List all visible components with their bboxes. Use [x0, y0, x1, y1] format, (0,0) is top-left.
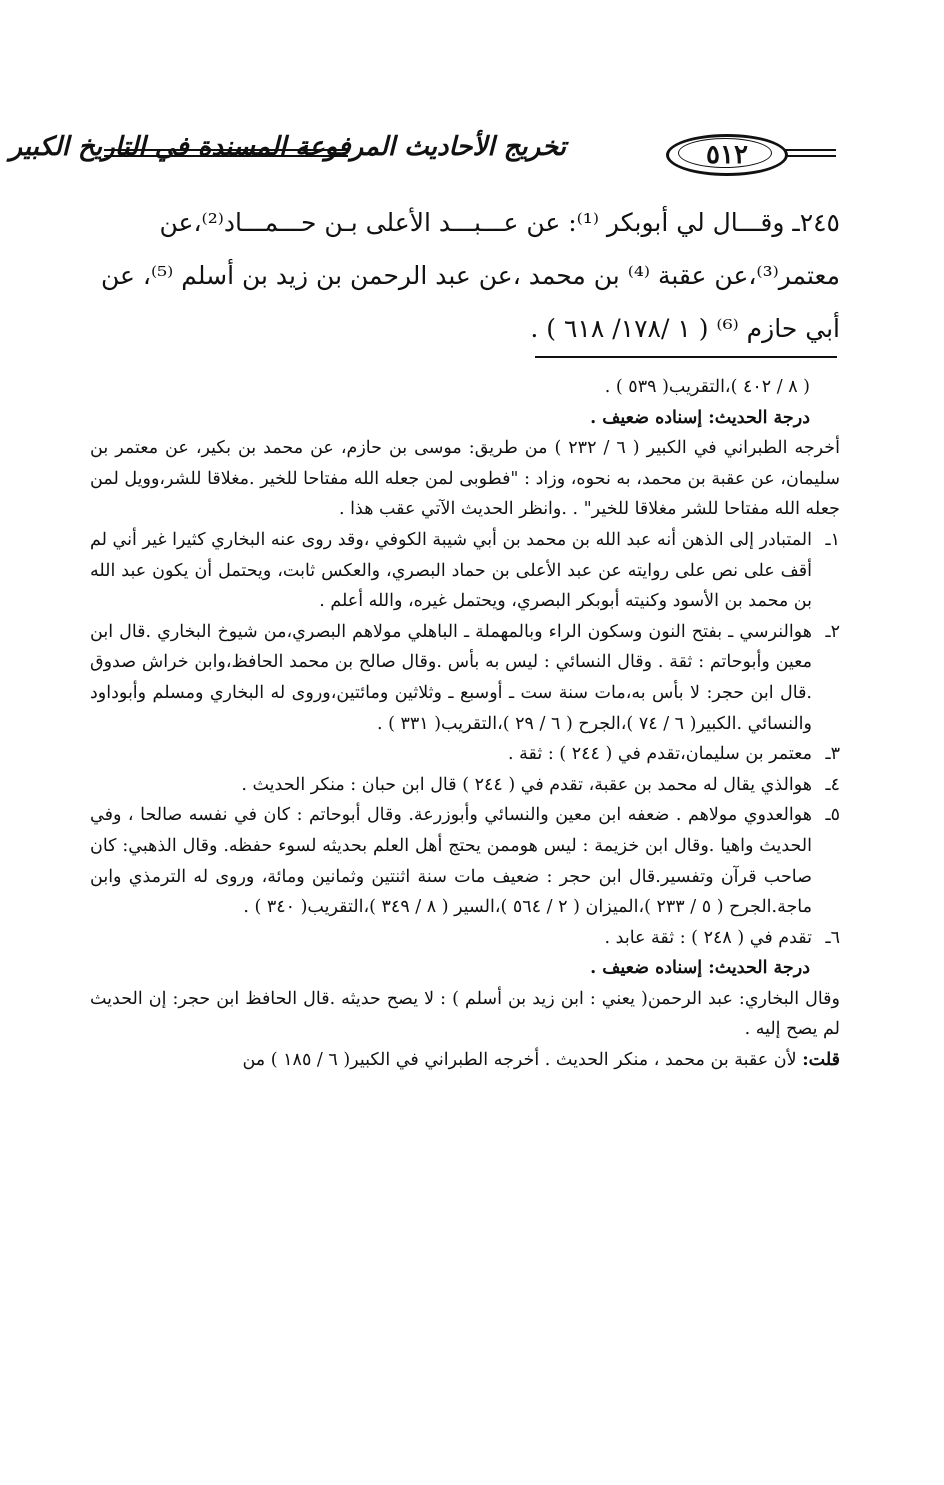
- qultu-text: لأن عقبة بن محمد ، منكر الحديث . أخرجه الطبراني في الكبير( ٦ / ١٨٥ ) من: [242, 1050, 797, 1071]
- note-carryover: ( ٨ / ٤٠٢ )،التقريب( ٥٣٩ ) .: [604, 377, 810, 397]
- note-bukhari: وقال البخاري: عبد الرحمن( يعني : ابن زيد بن أسلم ) : لا يصح حديثه .قال الحافظ ابن حجر: إن الحديث لم يصح إليه .: [90, 988, 840, 1040]
- footnote-1: [90, 525, 840, 617]
- footnote-3: [90, 739, 840, 770]
- hadith-line: معتمر⁽³⁾،عن عقبة ⁽⁴⁾ بن محمد ،عن عبد الرحمن بن زيد بن أسلم ⁽⁵⁾، عن: [101, 261, 840, 290]
- footnote-text: معتمر بن سليمان،تقدم في ( ٢٤٤ ) : ثقة .: [508, 744, 812, 765]
- page-number-inner-ring: [678, 138, 772, 168]
- note-qultu: [90, 1045, 840, 1076]
- footnote-number: ١ـ: [825, 529, 840, 550]
- footnote-number: ٣ـ: [825, 744, 840, 765]
- footnote-text: تقدم في ( ٢٤٨ ) : ثقة عابد .: [604, 927, 812, 948]
- running-header: [9, 128, 836, 184]
- qultu-label: قلت:: [802, 1050, 840, 1071]
- footnote-text: هوالنرسي ـ بفتح النون وسكون الراء وبالمهملة ـ الباهلي مولاهم البصري،من شيوخ البخاري .قال ابن معين وأبوحاتم : ثقة . وقال النسائي : ليس به بأس .وقال صالح بن محمد الحافظ،وابن خراش صدوق .قال ابن حجر: لا بأس به،مات سنة ست ـ أوسبع ـ وثلاثين ومائتين،وروى له البخاري ومسلم وأبوداود والنسائي .الكبير( ٦ / ٧٤ )،الجرح ( ٦ / ٢٩ )،التقريب( ٣٣١ ) .: [90, 621, 812, 734]
- footnote-text: هوالعدوي مولاهم . ضعفه ابن معين والنسائي وأبوزرعة. وقال أبوحاتم : كان في نفسه صالحا ، وفي الحديث واهيا .وقال ابن خزيمة : ليس هوممن يحتج أهل العلم بحديثه لسوء حفظه. وقال الذهبي: كان صاحب قرآن وتفسير.قال ابن حجر : ضعيف مات سنة اثنتين وثمانين ومائة، وروى له الترمذي وابن ماجة.الجرح ( ٥ / ٢٣٣ )،الميزان ( ٢ / ٥٦٤ )،السير ( ٨ / ٣٤٩ )،التقريب( ٣٤٠ ) .: [90, 805, 812, 918]
- hadith-grade: درجة الحديث: إسناده ضعيف .: [590, 958, 810, 979]
- page-number: ٥١٢: [666, 134, 788, 176]
- footnote-number: ٦ـ: [825, 927, 840, 948]
- hadith-grade: درجة الحديث: إسناده ضعيف .: [590, 407, 810, 428]
- hadith-line: أبي حازم ⁽⁶⁾ ( ١ /١٧٨/ ٦١٨ ) .: [530, 314, 840, 343]
- footnote-2: [90, 617, 840, 739]
- note-takhrij: أخرجه الطبراني في الكبير ( ٦ / ٢٣٢ ) من طريق: موسى بن حازم، عن محمد بن بكير، عن معتمر بن سليمان، عن عقبة بن محمد، به نحوه، وزاد : "فطوبى لمن جعله الله مفتاحا للخير .مغلاقا للشر،وويل لمن جعله الله مفتاحا للشر مغلاقا للخير" . .وانظر الحديث الآتي عقب هذا .: [90, 438, 840, 520]
- footnote-number: ٤ـ: [825, 774, 840, 795]
- footnote-number: ٢ـ: [825, 621, 840, 642]
- hadith-line: ٢٤٥ـ وقـــال لي أبوبكر ⁽¹⁾: عن عـــبـــد الأعلى بـن حـــمـــاد⁽²⁾،عن: [159, 208, 840, 237]
- footnotes: [90, 372, 840, 1076]
- footnote-6: [90, 923, 840, 954]
- header-title: تخريج الأحاديث المرفوعة المسندة في التاريخ الكبير: [9, 132, 566, 162]
- footnote-text: المتبادر إلى الذهن أنه عبد الله بن محمد بن أبي شيبة الكوفي ،وقد روى عنه البخاري كثيرا غير أني لم أقف على نص على روايته عن عبد الأعلى بن حماد البصري، والعكس ثابت، ويحتمل أن يكون عبد الله بن محمد بن الأسود وكنيته أبوبكر البصري، ويحتمل غيره، والله أعلم .: [90, 529, 812, 612]
- footnote-text: هوالذي يقال له محمد بن عقبة، تقدم في ( ٢٤٤ ) قال ابن حبان : منكر الحديث .: [241, 774, 812, 795]
- footnote-number: ٥ـ: [825, 805, 840, 826]
- footnote-4: [90, 770, 840, 801]
- hadith-text: [90, 196, 840, 355]
- footnote-5: [90, 800, 840, 922]
- footnote-separator: [535, 356, 837, 358]
